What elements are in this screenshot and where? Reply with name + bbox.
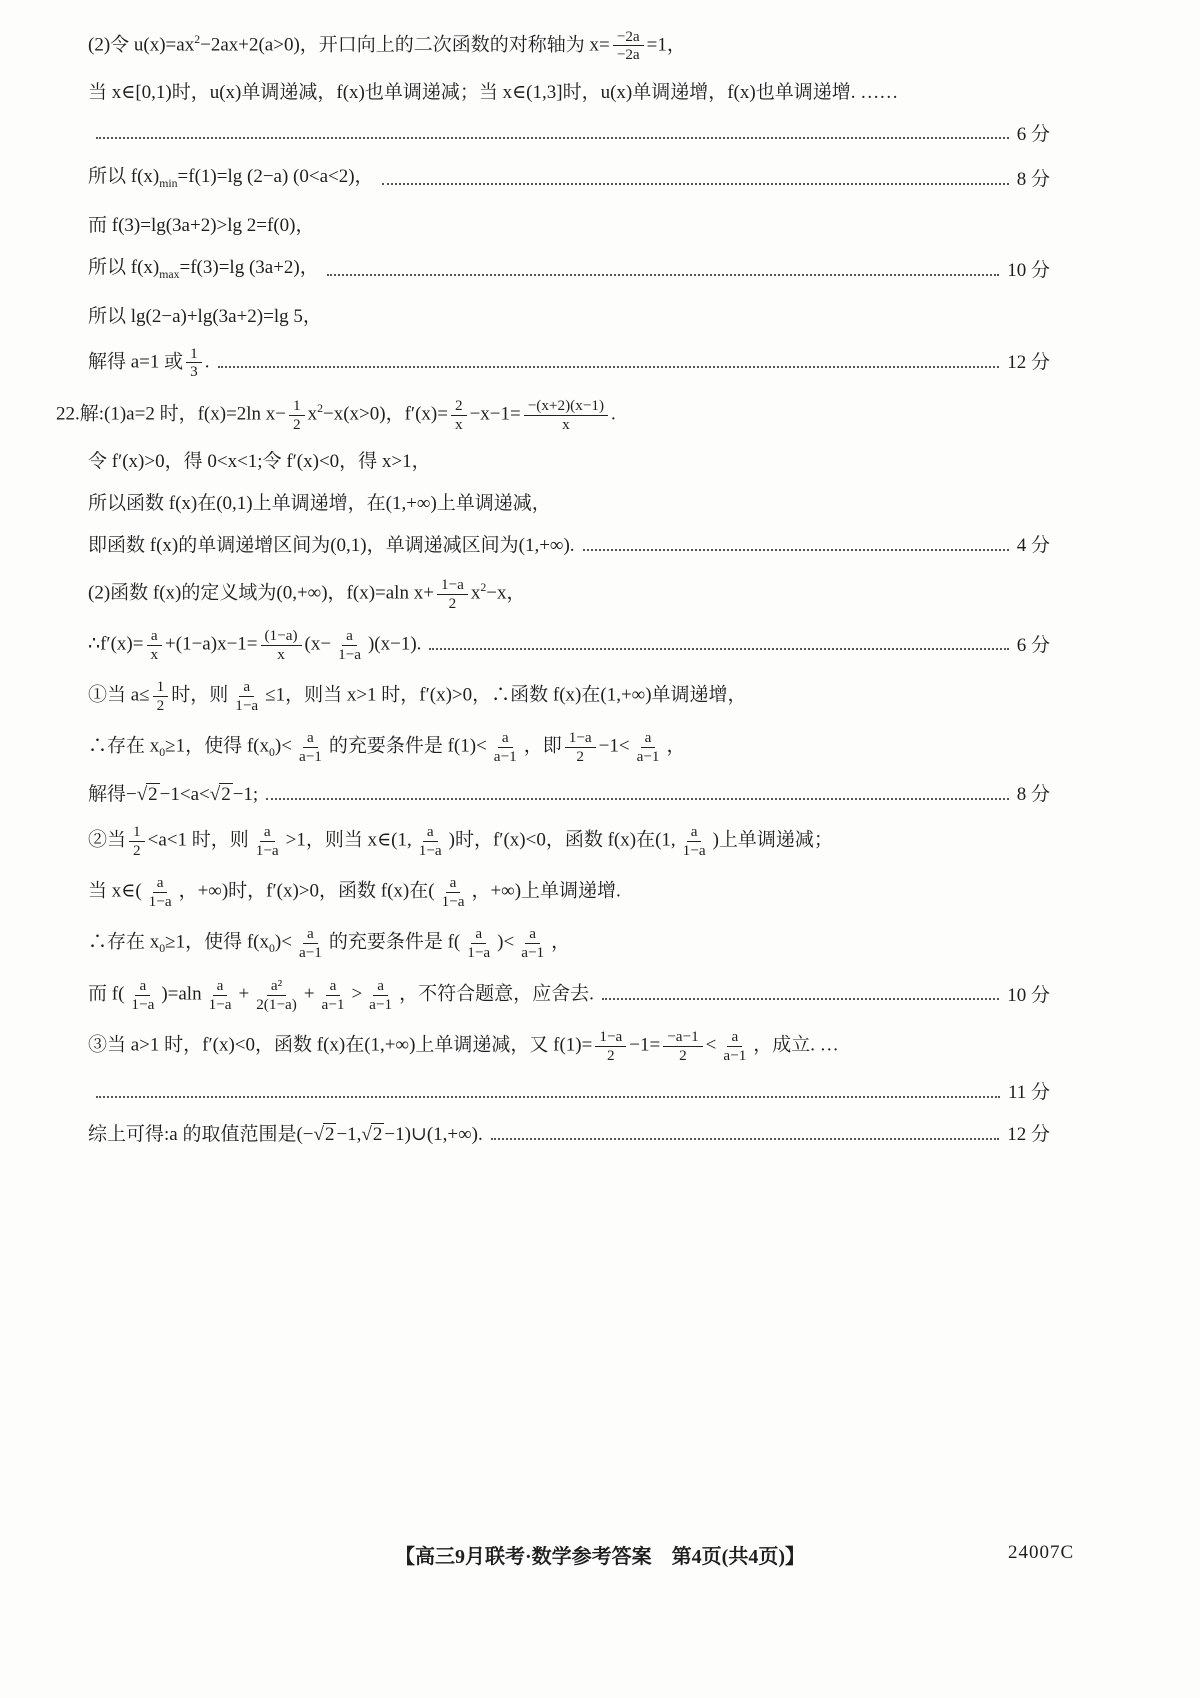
text-run: 即函数 f(x)的单调递增区间为(0,1)，单调递减区间为(1,+∞). [88,535,575,557]
text-run: ③当 a>1 时，f′(x)<0，函数 f(x)在(1,+∞)上单调递减，又 f(1)= [88,1034,593,1056]
math-line [88,303,1050,330]
fraction: $\frac{1}{2}$ [289,397,305,433]
dotted-leader [602,996,999,1000]
fraction: $\frac{-(x+2)(x-1)}{x}$ [524,397,608,433]
fraction: $\frac{1}{2}$ [153,678,169,714]
text-run: −x−1= [469,403,521,425]
math-line-text [88,874,621,910]
text-run: 而 f(3)=lg(3a+2)>lg 2=f(0)， [88,214,315,236]
math-line [88,448,1050,475]
dotted-leader [96,1094,1000,1098]
fraction: $\frac{a}{a-1}$ [298,925,322,961]
square-root: √2 [313,1124,335,1146]
math-line-text [88,490,551,517]
fraction: $\frac{1-a}{2}$ [565,729,596,765]
text-run: )< [274,735,292,757]
fraction: $\frac{a}{1-a}$ [338,627,361,663]
fraction: $\frac{a}{1-a}$ [235,678,259,714]
fraction: $\frac{\text{a²}}{2(1-a)}$ [256,977,297,1013]
math-line-text [88,1121,483,1148]
text-run: ∴存在 x [88,931,160,953]
text-run: 综上可得:a 的取值范围是(− [88,1124,314,1146]
math-line [88,627,1050,663]
text-run: ，不符合题意，应舍去. [399,983,594,1005]
math-line-text [88,781,258,808]
text-run: 所以 f(x) [88,256,160,278]
math-line-text [88,79,898,106]
math-line [88,79,1050,106]
text-run: ≥1，使得 f(x [165,735,269,757]
math-line-text [88,448,431,475]
superscript: 2 [194,33,201,46]
subscript: 0 [269,746,275,760]
footer-code: 24007C [1008,1542,1075,1563]
text-run: 解得− [88,784,137,806]
fraction: $\frac{a}{a-1}$ [298,729,322,765]
math-line [88,678,1050,714]
content-lines [56,26,1050,1163]
math-line-text [88,1028,839,1064]
text-run: −1, [336,1124,362,1146]
text-run: . [611,403,616,425]
text-run: 而 f( [88,983,125,1005]
footer-text: 【高三9月联考·数学参考答案 第4页(共4页)】 [395,1546,805,1568]
math-line-text [88,532,575,559]
fraction: $\frac{a}{1-a}$ [441,874,465,910]
fraction: $\frac{a}{1-a}$ [131,977,155,1013]
text-run: −1<a< [159,784,210,806]
fraction: $\frac{a}{a-1}$ [369,977,393,1013]
text-run: <a<1 时，则 [147,829,249,851]
text-run: ≥1，使得 f(x [165,931,269,953]
fraction: $\frac{-2a}{-2a}$ [613,28,644,64]
math-line [88,874,1050,910]
text-run: )上单调递减； [712,829,833,851]
text-run: ②当 [88,829,127,851]
fraction: $\frac{a}{a-1}$ [493,729,517,765]
math-line [88,1121,1050,1148]
math-line [88,121,1050,148]
subscript: 0 [269,942,275,956]
math-line-text [88,729,685,766]
math-line [88,781,1050,808]
subscript: min [159,176,178,190]
text-run: ，+∞)时，f′(x)>0，函数 f(x)在( [178,880,435,902]
text-run: )=aln [161,983,202,1005]
math-line [88,823,1050,859]
text-run: ∴存在 x [88,735,160,757]
dotted-leader [583,547,1009,551]
text-run: + [303,983,315,1005]
fraction: $\frac{1}{2}$ [129,823,145,859]
fraction: $\frac{1-a}{2}$ [595,1028,626,1064]
text-run: (x− [304,633,332,655]
text-run: 的充要条件是 f(1)< [328,735,487,757]
math-line [88,532,1050,559]
fraction: $\frac{a}{1-a}$ [418,823,442,859]
fraction: $\frac{(1-a)}{x}$ [261,627,302,663]
text-run: >1，则当 x∈(1, [285,829,412,851]
math-line [88,729,1050,766]
text-run: ， [551,931,571,953]
math-line [88,925,1050,962]
text-run: −1; [232,784,259,806]
fraction: $\frac{a}{1-a}$ [467,925,491,961]
text-run: 当 x∈( [88,880,142,902]
fraction: $\frac{a}{a-1}$ [321,977,345,1013]
text-run: ∴f′(x)= [88,633,144,655]
fraction: $\frac{1-a}{2}$ [437,576,468,612]
math-line-text [56,395,616,433]
dotted-leader [218,364,1000,368]
square-root: √2 [209,784,231,806]
fraction: $\frac{a}{x}$ [146,627,162,663]
superscript: 2 [480,581,487,595]
text-run: > [351,983,363,1005]
math-line [88,490,1050,517]
fraction: $\frac{a}{1-a}$ [682,823,706,859]
math-line [88,212,1050,239]
math-line-text [88,574,525,612]
score-label: 10 分 [1007,984,1050,1006]
text-run: ≤1，则当 x>1 时，f′(x)>0，∴函数 f(x)在(1,+∞)单调递增， [265,684,747,706]
dotted-leader [327,272,999,276]
fraction: $\frac{a}{1-a}$ [148,874,172,910]
math-line [88,1028,1050,1064]
fraction: $\frac{a}{a-1}$ [723,1028,747,1064]
text-run: 22.解:(1)a=2 时，f(x)=2ln x− [56,403,287,425]
fraction: $\frac{1}{3}$ [186,345,202,381]
text-run: ，即 [523,735,562,757]
math-line-text [88,26,686,64]
square-root: √2 [136,784,158,806]
text-run: . [204,350,210,372]
dotted-leader [382,181,1009,185]
text-run: + [238,983,250,1005]
math-line [88,345,1050,381]
math-line-text [88,254,319,288]
text-run: 所以函数 f(x)在(0,1)上单调递增，在(1,+∞)上单调递减， [88,493,551,515]
text-run: ， [666,735,686,757]
score-label: 10 分 [1007,260,1050,282]
score-label: 11 分 [1007,1082,1050,1104]
text-run: −2ax+2(a>0)，开口向上的二次函数的对称轴为 x= [200,34,610,56]
fraction: $\frac{a}{1-a}$ [208,977,232,1013]
math-line [56,395,1050,433]
math-line-text [88,678,747,714]
text-run: 所以 lg(2−a)+lg(3a+2)=lg 5， [88,305,322,327]
math-line [88,163,1050,197]
text-run: 时，则 [171,684,229,706]
math-line-text [88,627,421,663]
math-line [88,26,1050,64]
text-run: )时，f′(x)<0，函数 f(x)在(1, [448,829,676,851]
subscript: 0 [159,942,166,956]
text-run: (2)函数 f(x)的定义域为(0,+∞)，f(x)=aln x+ [88,582,434,604]
math-line-text [88,823,833,859]
fraction: $\frac{2}{x}$ [451,397,467,433]
math-line-text [88,303,322,330]
dotted-leader [266,796,1009,800]
math-line-text [88,163,374,197]
dotted-leader [429,646,1008,650]
text-run: −x， [486,582,526,604]
score-label: 6 分 [1016,123,1050,145]
square-root: √2 [361,1124,383,1146]
math-line [88,977,1050,1013]
text-run: +(1−a)x−1= [165,633,258,655]
superscript: 2 [317,402,324,416]
fraction: $\frac{a}{a-1}$ [521,925,545,961]
dotted-leader [491,1136,999,1140]
text-run: 当 x∈[0,1)时，u(x)单调递减，f(x)也单调递减；当 x∈(1,3]时，u(x)单调递增，f(x)也单调递增. …… [88,81,899,103]
text-run: 所以 f(x) [88,165,160,187]
text-run: x [470,582,481,604]
score-label: 6 分 [1016,634,1050,656]
text-run: 令 f′(x)>0，得 0<x<1;令 f′(x)<0，得 x>1， [88,451,431,473]
math-line [88,574,1050,612]
dotted-leader [96,135,1009,139]
text-run: =1， [646,34,686,56]
text-run: < [705,1034,717,1056]
text-run: )< [497,931,515,953]
fraction: $\frac{-a-1}{2}$ [663,1028,702,1064]
text-run: ，成立. … [753,1034,839,1056]
math-line-text [88,925,570,962]
score-label: 8 分 [1016,784,1050,806]
score-label: 8 分 [1016,169,1050,191]
fraction: $\frac{a}{a-1}$ [636,729,660,765]
subscript: max [159,267,180,281]
text-run: )(x−1). [367,633,422,655]
text-run: =f(1)=lg (2−a) (0<a<2)， [177,165,374,187]
text-run: (2)令 u(x)=ax [88,34,195,56]
text-run: =f(3)=lg (3a+2)， [179,256,319,278]
math-line-text [88,977,594,1013]
score-label: 12 分 [1007,1124,1050,1146]
text-run: −x(x>0)，f′(x)= [323,403,448,425]
math-line [88,254,1050,288]
text-run: −1< [598,735,630,757]
subscript: 0 [159,746,166,760]
score-label: 12 分 [1007,352,1050,373]
text-run: ①当 a≤ [88,684,150,706]
fraction: $\frac{a}{1-a}$ [255,823,279,859]
math-line-text [88,345,210,381]
text-run: ，+∞)上单调递增. [471,880,621,902]
text-run: −1)∪(1,+∞). [384,1124,483,1146]
text-run: −1= [629,1034,661,1056]
text-run: 的充要条件是 f( [328,931,461,953]
math-line-text [88,212,314,239]
text-run: )< [274,931,292,953]
text-run: x [307,403,318,425]
score-label: 4 分 [1016,535,1050,557]
text-run: 解得 a=1 或 [88,350,184,372]
math-line [88,1079,1050,1106]
